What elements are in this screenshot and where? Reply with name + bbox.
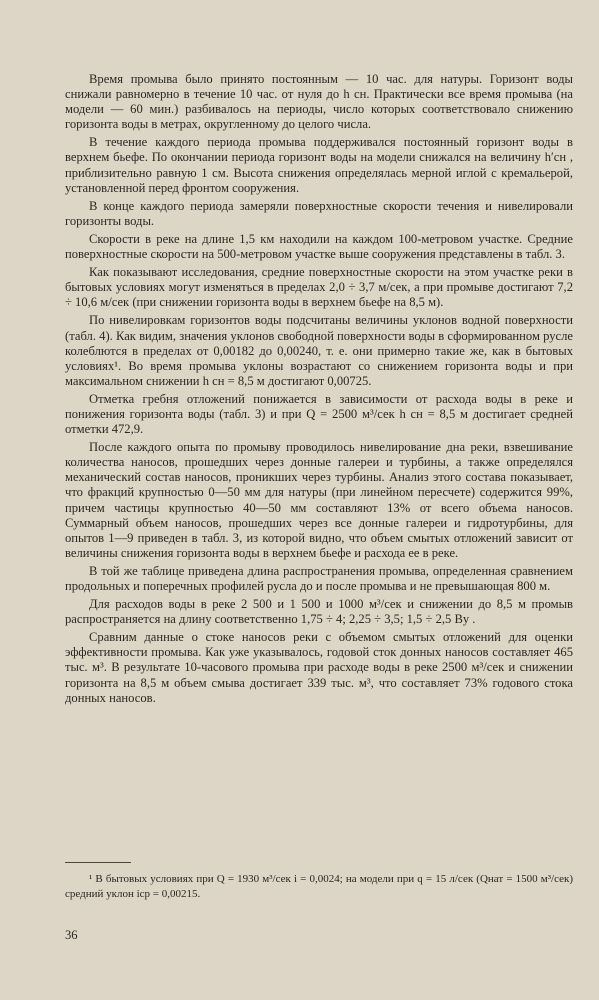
paragraph-7: Отметка гребня отложений понижается в зависимости от расхода воды в реке и понижения горизонта воды (табл. 3) и при Q = 2500 м³/сек h сн = 8,5 м достигает средней отметки 472,9. — [65, 391, 573, 437]
footnote — [65, 872, 573, 902]
paragraph-1: Время промыва было принято постоянным — 10 час. для натуры. Горизонт воды снижали равномерно в течение 10 час. от нуля до h сн. Практически все время промыва (на модели — 60 мин.) разбивалось на периоды, число которых соответствовало снижению горизонта воды в метрах, округленному до целого числа. — [65, 72, 573, 132]
footnote-text: ¹ В бытовых условиях при Q = 1930 м³/сек i = 0,0024; на модели при q = 15 л/сек (Qнат = 1500 м³/сек) средний уклон iср = 0,00215. — [65, 873, 573, 900]
body-text — [65, 72, 573, 706]
paragraph-8: После каждого опыта по промыву проводилось нивелирование дна реки, взвешивание количества наносов, прошедших через донные галереи и турбины, а также определялся механический состав наносов, проникших через турбины. Анализ этого состава показывает, что фракций крупностью 0—50 мм для натуры (при линейном пересчете) содержится 99%, причем частицы крупностью 40—50 мм составляют 13% от всего объема наносов. Суммарный объем наносов, прошедших через все донные галереи и гидротурбины, для опытов 1—9 приведен в табл. 3, из которой видно, что объем смытых отложений зависит от величины снижения горизонта воды в верхнем бьефе и расхода ее в реке. — [65, 440, 573, 560]
paragraph-3: В конце каждого периода замеряли поверхностные скорости течения и нивелировали горизонты воды. — [65, 198, 573, 228]
paragraph-11: Сравним данные о стоке наносов реки с объемом смытых отложений для оценки эффективности промыва. Как уже указывалось, годовой сток донных наносов составляет 465 тыс. м³. В результате 10-часового промыва при расходе воды в реке 2500 м³/сек и снижении горизонта на 8,5 м объем смыва достигает 339 тыс. м³, что составляет 73% годового стока донных наносов. — [65, 630, 573, 705]
paragraph-4: Скорости в реке на длине 1,5 км находили на каждом 100-метровом участке. Средние поверхностные скорости на 500-метровом участке выше сооружения представлены в табл. 3. — [65, 231, 573, 262]
paragraph-6: По нивелировкам горизонтов воды подсчитаны величины уклонов водной поверхности (табл. 4). Как видим, значения уклонов свободной поверхности воды в сформированном русле колеблются в пределах от 0,00182 до 0,00240, т. е. они примерно такие же, как в бытовых условиях¹. Во время промыва уклоны возрастают со снижением горизонта воды и при максимальном снижении h сн = 8,5 м достигают 0,00725. — [65, 313, 573, 388]
paragraph-2: В течение каждого периода промыва поддерживался постоянный горизонт воды в верхнем бьефе. По окончании периода горизонт воды на модели снижался на величину h′сн , приблизительно равную 1 см. Высота снижения определялась мерной иглой с кремальерой, установленной перед фронтом сооружения. — [65, 135, 573, 195]
paragraph-5: Как показывают исследования, средние поверхностные скорости на этом участке реки в бытовых условиях могут изменяться в пределах 2,0 ÷ 3,7 м/сек, а при промыве достигают 7,2 ÷ 10,6 м/сек (при снижении горизонта воды в верхнем бьефе на 8,5 м). — [65, 265, 573, 310]
page-number: 36 — [65, 928, 78, 942]
paragraph-10: Для расходов воды в реке 2 500 и 1 500 и 1000 м³/сек и снижении до 8,5 м промыв распространяется на длину соответственно 1,75 ÷ 4; 2,25 ÷ 3,5; 1,5 ÷ 2,5 By . — [65, 597, 573, 627]
paragraph-9: В той же таблице приведена длина распространения промыва, определенная сравнением продольных и поперечных профилей русла до и после промыва и не превышающая 800 м. — [65, 563, 573, 593]
footnote-divider — [65, 862, 131, 863]
